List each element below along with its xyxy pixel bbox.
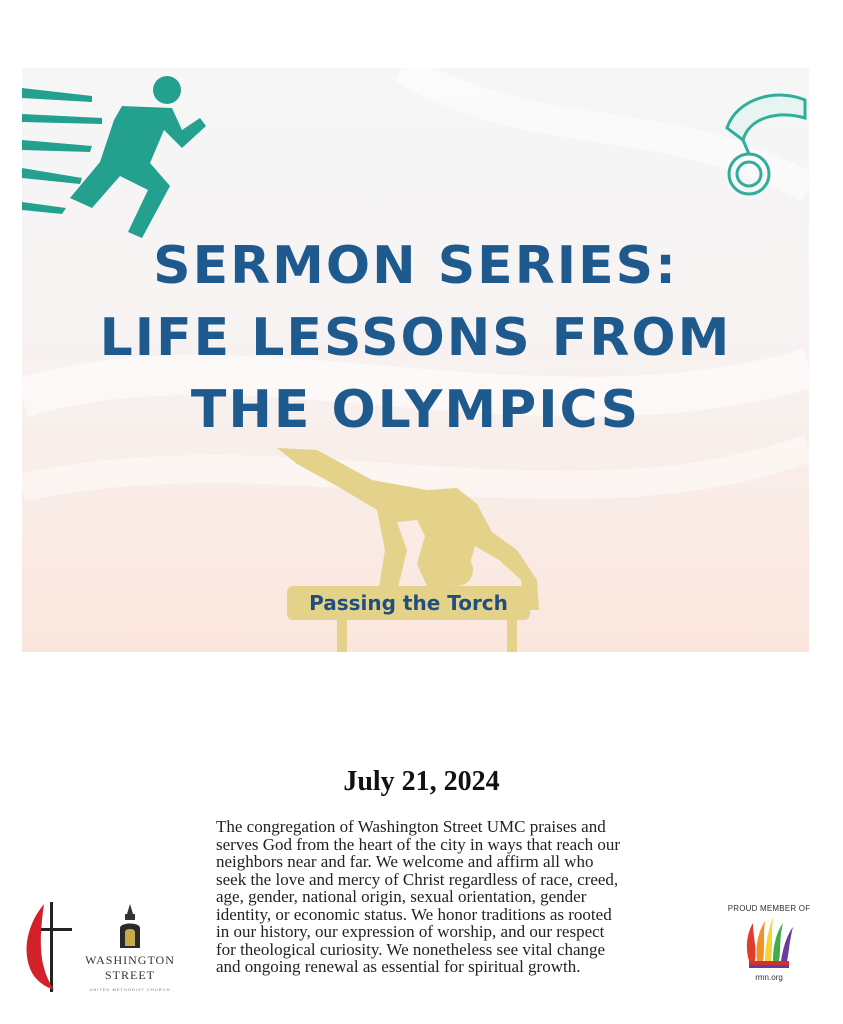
welcome-statement: The congregation of Washington Street UMC praises and serves God from the heart of the city in ways that reach our neighbors near and far. We welcome and affirm all who seek the love and mercy of Christ regardless of race, creed, age, gender, national origin, sexual orientation, gender identity, or economic status. We honor traditions as rooted in our history, our expression of worship, and our respect for theological curiosity. We nonetheless see vital change and ongoing renewal as essential for spiritual growth. bbox=[216, 817, 621, 976]
runner-silhouette-icon bbox=[22, 68, 212, 243]
medal-icon bbox=[717, 88, 809, 200]
church-name-line1: WASHINGTON bbox=[85, 953, 175, 967]
church-logo bbox=[80, 904, 180, 992]
title-line: LIFE LESSONS FROM bbox=[99, 308, 732, 368]
church-name-sub: UNITED METHODIST CHURCH bbox=[89, 987, 171, 992]
steeple-icon bbox=[115, 904, 145, 948]
cross-and-flame-icon bbox=[20, 898, 80, 994]
gymnast-silhouette-icon bbox=[277, 440, 577, 652]
title-line: SERMON SERIES: bbox=[153, 236, 678, 296]
church-name-line2: STREET bbox=[105, 968, 155, 982]
sermon-banner bbox=[22, 68, 809, 652]
rmn-url: rmn.org bbox=[755, 973, 783, 982]
sermon-title bbox=[22, 230, 809, 446]
rmn-label: PROUD MEMBER OF bbox=[727, 904, 811, 913]
rmn-badge bbox=[726, 904, 812, 982]
service-date: July 21, 2024 bbox=[343, 766, 500, 797]
title-line: THE OLYMPICS bbox=[190, 380, 641, 440]
sermon-subtitle: Passing the Torch bbox=[287, 586, 530, 620]
rainbow-flame-icon bbox=[741, 913, 797, 971]
